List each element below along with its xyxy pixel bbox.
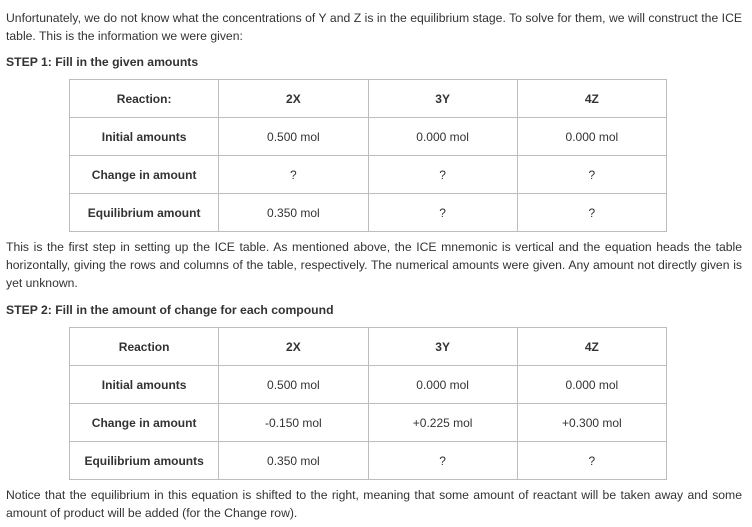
explanation-paragraph: This is the first step in setting up the ICE table. As mentioned above, the ICE mnemonic is vertical and the equation heads the table horizontally, giving the rows and columns of the table, respectively. The numerical amounts were given. Any amount not directly given is yet unknown. — [6, 240, 742, 290]
table-row — [70, 194, 667, 232]
step1-heading: STEP 1: Fill in the given amounts — [6, 55, 199, 69]
table-cell: 0.500 mol — [219, 118, 368, 156]
table-cell: 0.500 mol — [219, 366, 368, 404]
table-cell: +0.300 mol — [517, 404, 666, 442]
table-cell: ? — [219, 156, 368, 194]
table-cell: ? — [517, 442, 666, 480]
row-label-cell: Change in amount — [70, 404, 219, 442]
table-row — [70, 118, 667, 156]
table-cell: 0.350 mol — [219, 442, 368, 480]
step2-heading: STEP 2: Fill in the amount of change for each compound — [6, 303, 334, 317]
table-cell: ? — [368, 156, 517, 194]
table-cell: 0.000 mol — [517, 118, 666, 156]
species-x-header-cell: 2X — [219, 80, 368, 118]
table-header-row — [70, 328, 667, 366]
table-row — [70, 404, 667, 442]
table-cell: 0.350 mol — [219, 194, 368, 232]
table-row — [70, 366, 667, 404]
row-label-cell: Change in amount — [70, 156, 219, 194]
table-cell: +0.225 mol — [368, 404, 517, 442]
table-row — [70, 156, 667, 194]
table-cell: 0.000 mol — [368, 366, 517, 404]
table-cell: ? — [517, 156, 666, 194]
step1-ice-table — [69, 79, 667, 232]
table-cell: ? — [517, 194, 666, 232]
intro-paragraph: Unfortunately, we do not know what the concentrations of Y and Z is in the equilibrium stage. To solve for them, we will construct the ICE table. This is the information we were given: — [6, 11, 742, 43]
species-x-header-cell: 2X — [219, 328, 368, 366]
closing-paragraph: Notice that the equilibrium in this equation is shifted to the right, meaning that some amount of reactant will be taken away and some amount of product will be added (for the Change row). — [6, 488, 742, 520]
table-cell: -0.150 mol — [219, 404, 368, 442]
species-z-header-cell: 4Z — [517, 328, 666, 366]
table-cell: 0.000 mol — [517, 366, 666, 404]
species-y-header-cell: 3Y — [368, 80, 517, 118]
species-y-header-cell: 3Y — [368, 328, 517, 366]
table-row — [70, 442, 667, 480]
table-header-row — [70, 80, 667, 118]
row-label-cell: Initial amounts — [70, 366, 219, 404]
species-z-header-cell: 4Z — [517, 80, 666, 118]
row-label-cell: Equilibrium amount — [70, 194, 219, 232]
table-cell: ? — [368, 194, 517, 232]
step2-ice-table — [69, 327, 667, 480]
table-cell: ? — [368, 442, 517, 480]
row-label-cell: Initial amounts — [70, 118, 219, 156]
table-cell: 0.000 mol — [368, 118, 517, 156]
reaction-header-cell: Reaction: — [70, 80, 219, 118]
reaction-header-cell: Reaction — [70, 328, 219, 366]
row-label-cell: Equilibrium amounts — [70, 442, 219, 480]
